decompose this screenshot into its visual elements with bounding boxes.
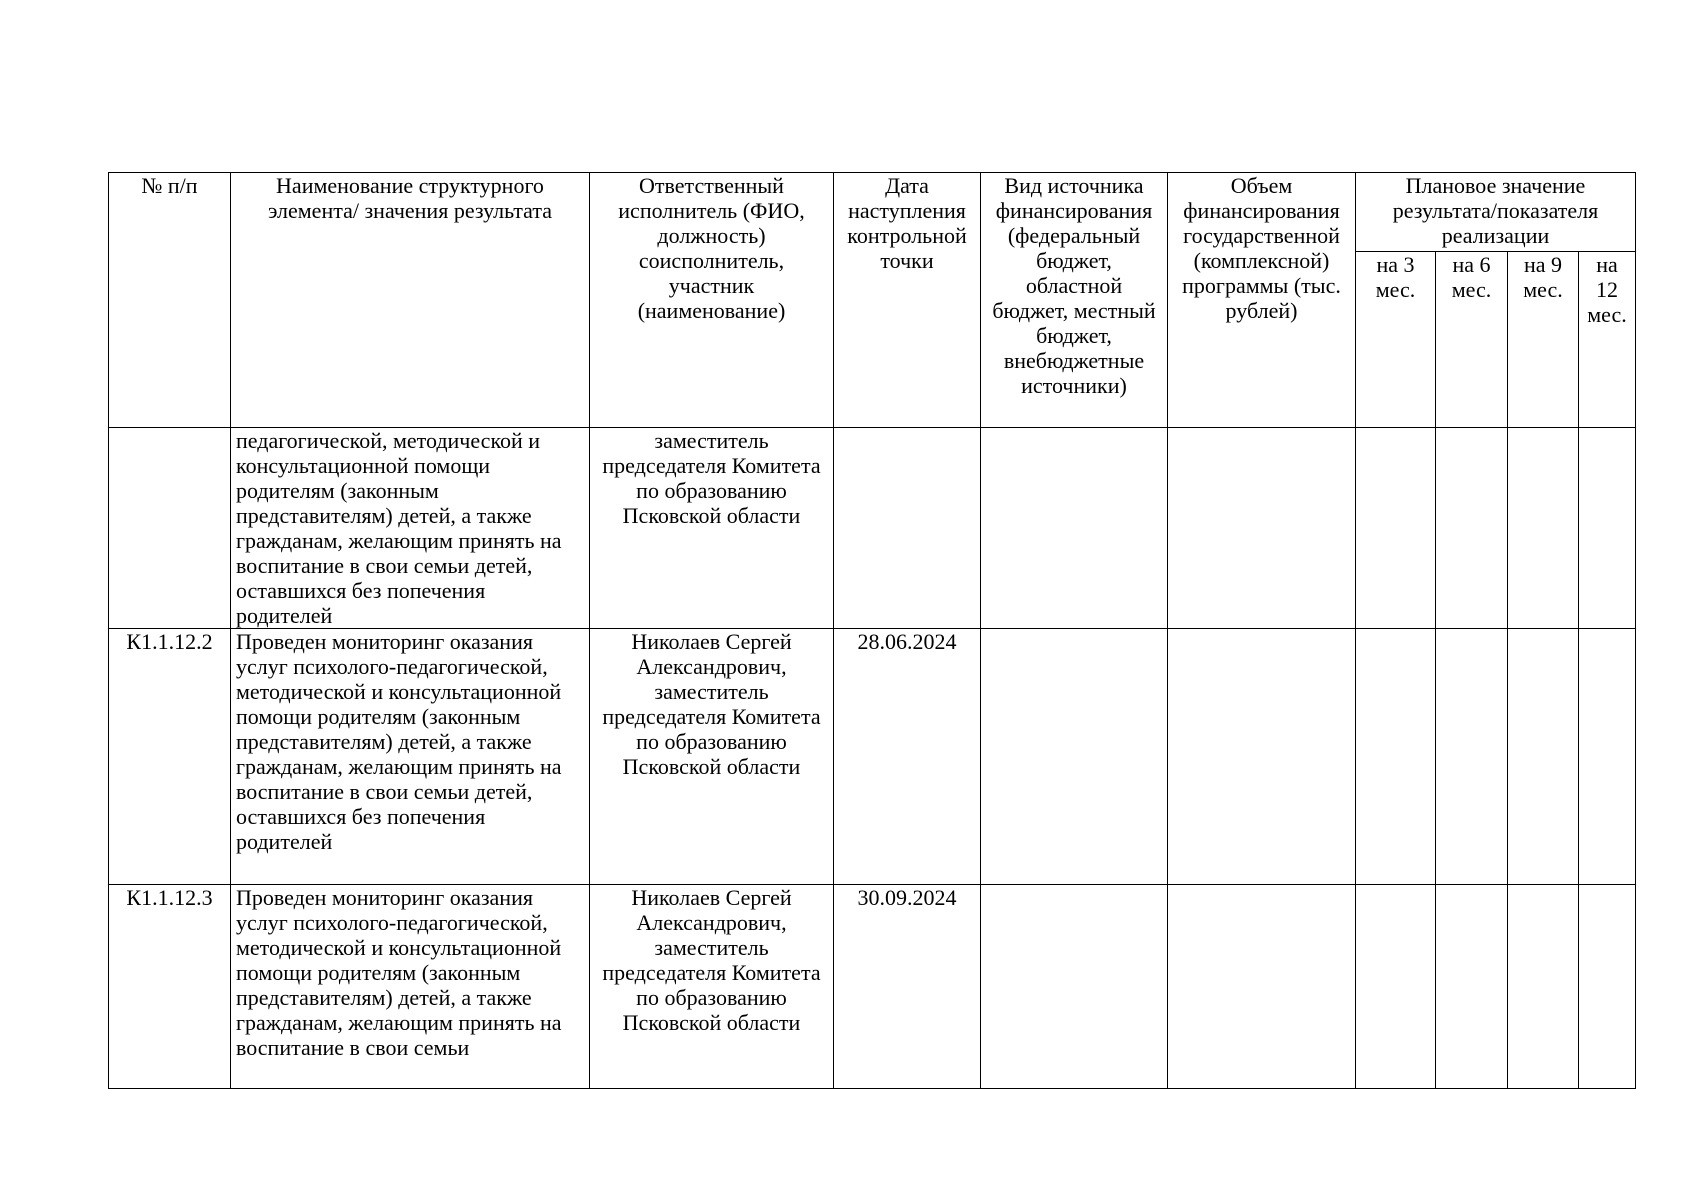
row-m3: [1356, 629, 1436, 885]
header-m6: на 6 мес.: [1436, 252, 1508, 428]
row-m9: [1508, 629, 1579, 885]
table-row: [109, 629, 1636, 885]
table-row: [109, 428, 1636, 629]
row-m6: [1436, 428, 1508, 629]
row-source: [981, 428, 1168, 629]
row-m9: [1508, 428, 1579, 629]
row-num: К1.1.12.2: [109, 629, 231, 885]
row-responsible: Николаев Сергей Александрович, заместитель председателя Комитета по образованию Псковской области: [590, 629, 834, 885]
row-volume: [1168, 885, 1356, 1089]
header-name: Наименование структурного элемента/ значения результата: [231, 173, 590, 428]
row-date: 28.06.2024: [834, 629, 981, 885]
table-row: [109, 885, 1636, 1089]
header-source: Вид источника финансирования (федеральный бюджет, областной бюджет, местный бюджет, внебюджетные источники): [981, 173, 1168, 428]
row-m6: [1436, 629, 1508, 885]
header-m9: на 9 мес.: [1508, 252, 1579, 428]
row-volume: [1168, 629, 1356, 885]
header-m12: на 12 мес.: [1579, 252, 1636, 428]
row-m12: [1579, 428, 1636, 629]
row-num: [109, 428, 231, 629]
row-name: Проведен мониторинг оказания услуг психолого-педагогической, методической и консультационной помощи родителям (законным представителям) детей, а также гражданам, желающим принять на воспитание в свои семьи: [231, 885, 590, 1089]
header-num: № п/п: [109, 173, 231, 428]
row-m9: [1508, 885, 1579, 1089]
row-date: [834, 428, 981, 629]
row-m12: [1579, 885, 1636, 1089]
header-date: Дата наступления контрольной точки: [834, 173, 981, 428]
row-m3: [1356, 885, 1436, 1089]
row-m12: [1579, 629, 1636, 885]
row-source: [981, 629, 1168, 885]
row-volume: [1168, 428, 1356, 629]
header-volume: Объем финансирования государственной (комплексной) программы (тыс. рублей): [1168, 173, 1356, 428]
row-num: К1.1.12.3: [109, 885, 231, 1089]
plan-table: [108, 172, 1636, 1089]
header-plan: Плановое значение результата/показателя реализации: [1356, 173, 1636, 252]
row-responsible: заместитель председателя Комитета по образованию Псковской области: [590, 428, 834, 629]
header-row: [109, 173, 1636, 252]
row-name: Проведен мониторинг оказания услуг психолого-педагогической, методической и консультационной помощи родителям (законным представителям) детей, а также гражданам, желающим принять на воспитание в свои семьи детей, оставшихся без попечения родителей: [231, 629, 590, 885]
row-date: 30.09.2024: [834, 885, 981, 1089]
row-source: [981, 885, 1168, 1089]
header-m3: на 3 мес.: [1356, 252, 1436, 428]
header-responsible: Ответственный исполнитель (ФИО, должность) соисполнитель, участник (наименование): [590, 173, 834, 428]
row-m6: [1436, 885, 1508, 1089]
row-m3: [1356, 428, 1436, 629]
row-name: педагогической, методической и консультационной помощи родителям (законным представителям) детей, а также гражданам, желающим принять на воспитание в свои семьи детей, оставшихся без попечения родителей: [231, 428, 590, 629]
row-responsible: Николаев Сергей Александрович, заместитель председателя Комитета по образованию Псковской области: [590, 885, 834, 1089]
